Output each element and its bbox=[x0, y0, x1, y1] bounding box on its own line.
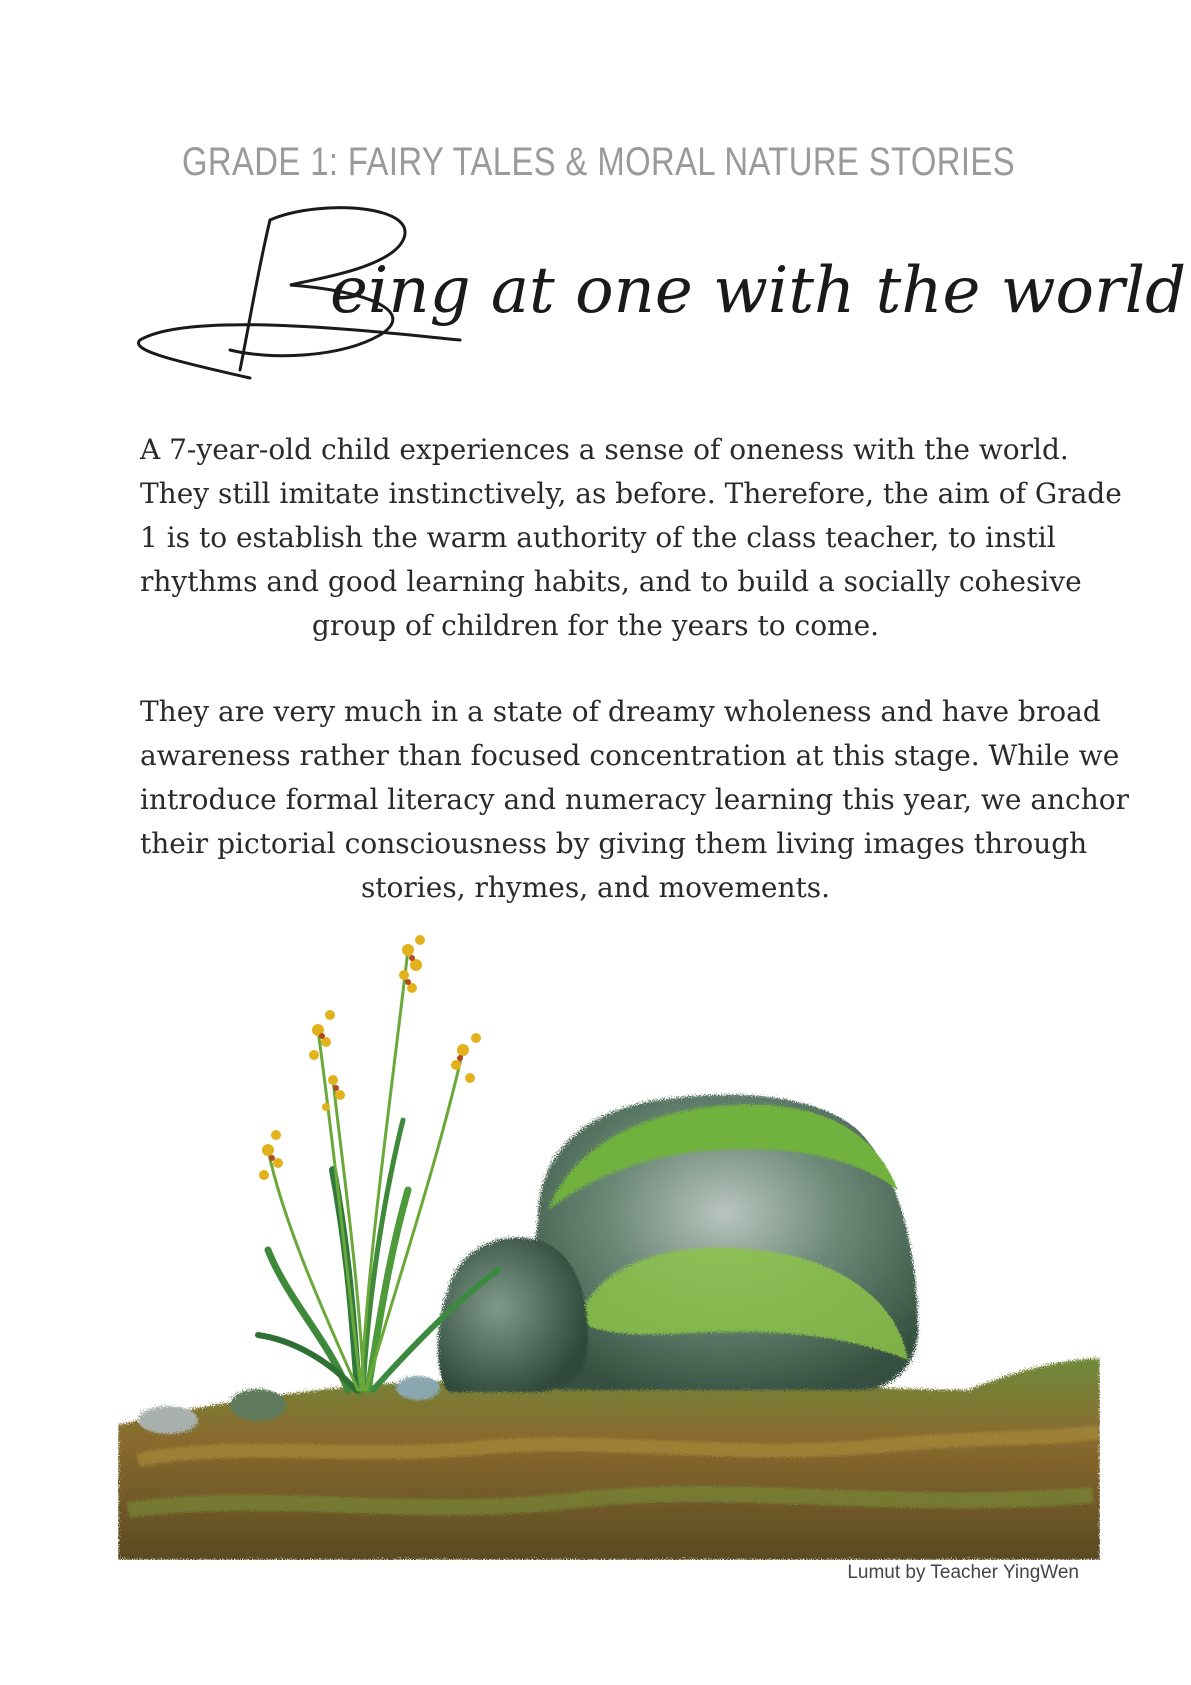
small-rock bbox=[396, 1237, 588, 1400]
paragraph-line: They still imitate instinctively, as before. Therefore, the aim of Grade bbox=[140, 477, 1122, 510]
grade-heading: GRADE 1: FAIRY TALES & MORAL NATURE STORIES bbox=[182, 140, 1016, 184]
paragraph-line: introduce formal literacy and numeracy learning this year, we anchor bbox=[140, 783, 1129, 816]
flower-clusters bbox=[259, 935, 481, 1180]
development-paragraph bbox=[140, 690, 1129, 910]
big-rock bbox=[532, 1095, 918, 1390]
script-title-text: eing at one with the world bbox=[330, 254, 1187, 328]
paragraph-line: awareness rather than focused concentration at this stage. While we bbox=[140, 739, 1120, 772]
intro-paragraph bbox=[140, 428, 1122, 648]
image-caption: Lumut by Teacher YingWen bbox=[847, 1562, 1079, 1583]
paragraph-line: 1 is to establish the warm authority of the class teacher, to instil bbox=[140, 521, 1056, 554]
paragraph-line: A 7-year-old child experiences a sense of oneness with the world. bbox=[140, 433, 1069, 466]
paragraph-line: their pictorial consciousness by giving them living images through bbox=[140, 827, 1088, 860]
paragraph-line: group of children for the years to come. bbox=[311, 609, 880, 642]
moss-rock-illustration bbox=[118, 920, 1100, 1560]
script-title bbox=[0, 200, 1191, 390]
paragraph-line: They are very much in a state of dreamy wholeness and have broad bbox=[140, 695, 1101, 728]
paragraph-line: stories, rhymes, and movements. bbox=[360, 871, 831, 904]
paragraph-line: rhythms and good learning habits, and to build a socially cohesive bbox=[140, 565, 1082, 598]
